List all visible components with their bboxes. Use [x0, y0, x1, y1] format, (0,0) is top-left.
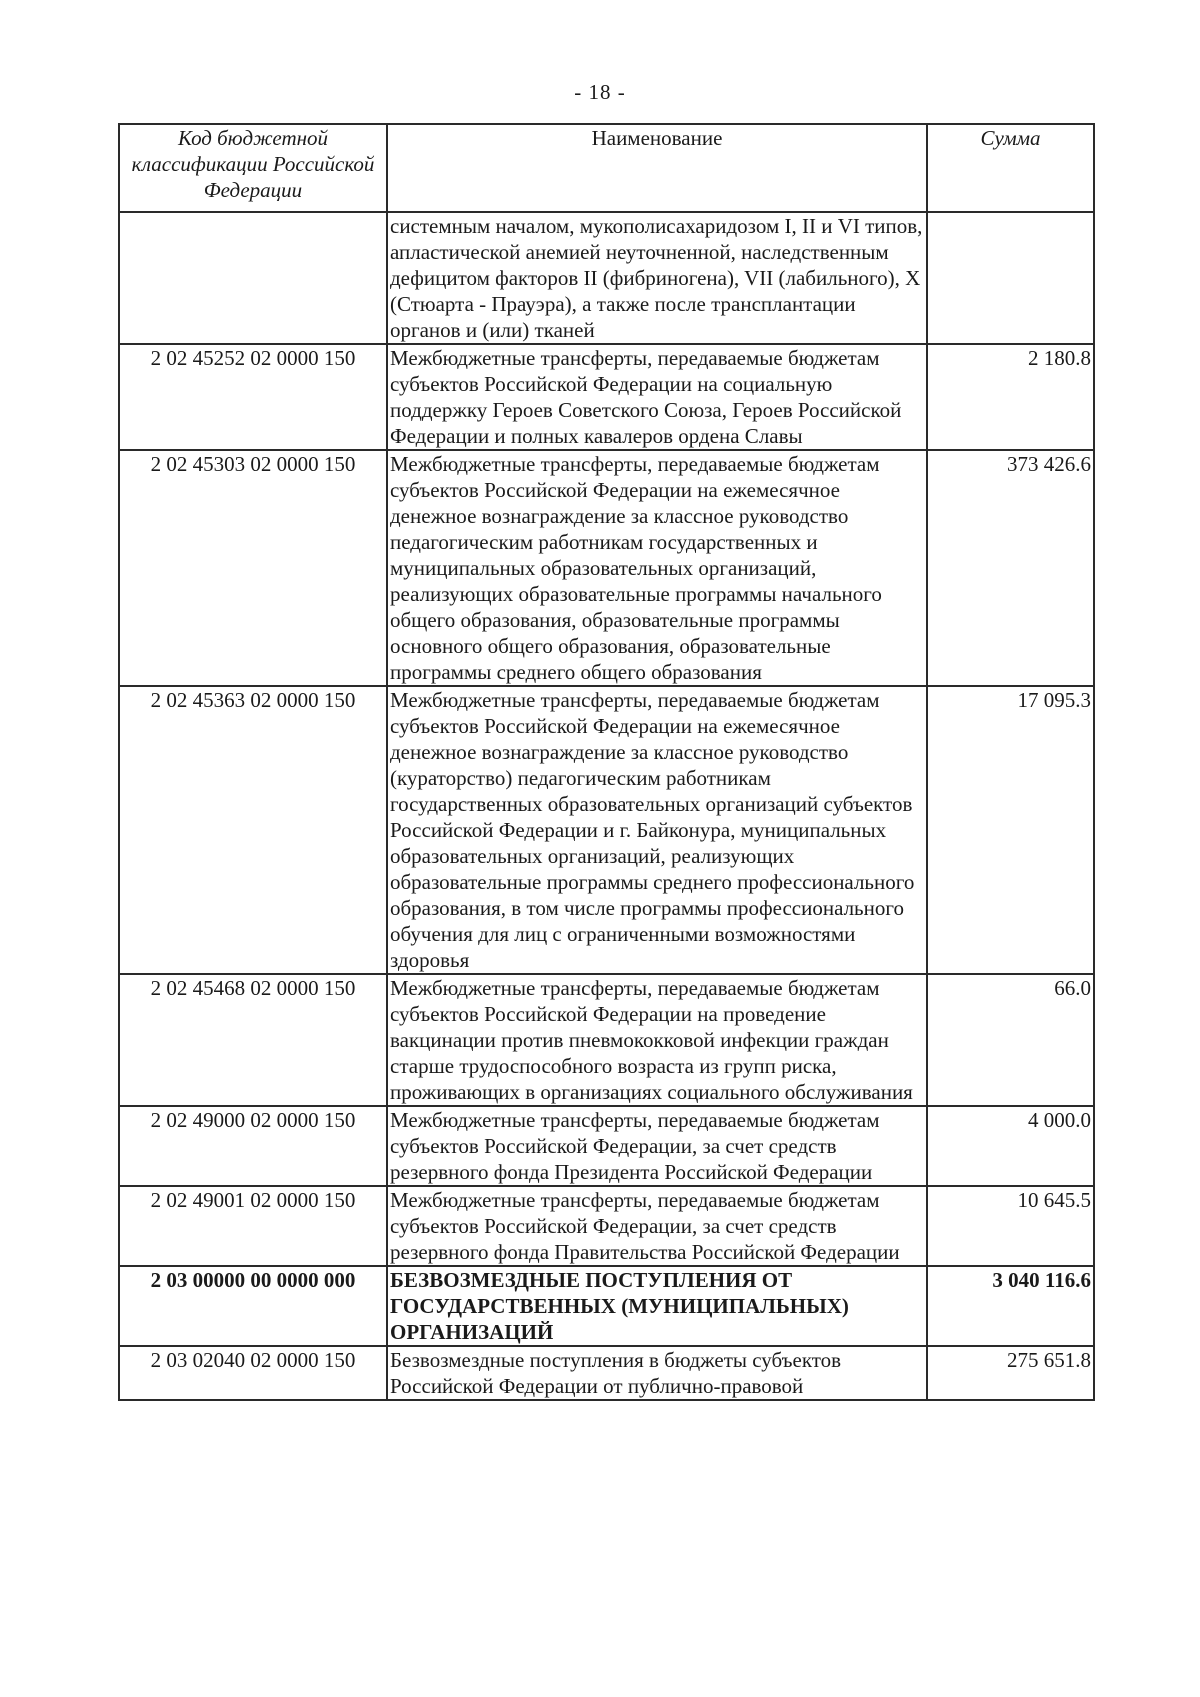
- cell-sum: 4 000.0: [927, 1106, 1094, 1186]
- table-row: [119, 1106, 1094, 1186]
- table-row: [119, 212, 1094, 344]
- cell-code: 2 03 00000 00 0000 000: [119, 1266, 387, 1346]
- cell-name: БЕЗВОЗМЕЗДНЫЕ ПОСТУПЛЕНИЯ ОТ ГОСУДАРСТВЕННЫХ (МУНИЦИПАЛЬНЫХ) ОРГАНИЗАЦИЙ: [387, 1266, 927, 1346]
- table-header-row: [119, 124, 1094, 212]
- table-row: [119, 686, 1094, 974]
- cell-sum: 275 651.8: [927, 1346, 1094, 1400]
- cell-code: 2 02 49000 02 0000 150: [119, 1106, 387, 1186]
- table-body: [119, 212, 1094, 1400]
- cell-code: 2 02 45468 02 0000 150: [119, 974, 387, 1106]
- cell-code: 2 03 02040 02 0000 150: [119, 1346, 387, 1400]
- cell-code: [119, 212, 387, 344]
- cell-name: системным началом, мукополисахаридозом I, II и VI типов, апластической анемией неуточненной, наследственным дефицитом факторов II (фибриногена), VII (лабильного), X (Стюарта - Прауэра), а также после трансплантации органов и (или) тканей: [387, 212, 927, 344]
- cell-sum: 2 180.8: [927, 344, 1094, 450]
- cell-name: Межбюджетные трансферты, передаваемые бюджетам субъектов Российской Федерации на ежемесячное денежное вознаграждение за классное руководство (кураторство) педагогическим работникам государственных образовательных организаций субъектов Российской Федерации и г. Байконура, муниципальных образовательных организаций, реализующих образовательные программы среднего профессионального образования, в том числе программы профессионального обучения для лиц с ограниченными возможностями здоровья: [387, 686, 927, 974]
- cell-code: 2 02 45363 02 0000 150: [119, 686, 387, 974]
- cell-code: 2 02 49001 02 0000 150: [119, 1186, 387, 1266]
- cell-sum: 373 426.6: [927, 450, 1094, 686]
- header-code: Код бюджетной классификации Российской Федерации: [119, 124, 387, 212]
- header-name: Наименование: [387, 124, 927, 212]
- table-row: [119, 1346, 1094, 1400]
- cell-sum: [927, 212, 1094, 344]
- cell-sum: 66.0: [927, 974, 1094, 1106]
- budget-classification-table: [118, 123, 1095, 1401]
- cell-name: Межбюджетные трансферты, передаваемые бюджетам субъектов Российской Федерации, за счет средств резервного фонда Правительства Российской Федерации: [387, 1186, 927, 1266]
- cell-sum: 3 040 116.6: [927, 1266, 1094, 1346]
- cell-sum: 17 095.3: [927, 686, 1094, 974]
- cell-name: Межбюджетные трансферты, передаваемые бюджетам субъектов Российской Федерации на проведение вакцинации против пневмококковой инфекции граждан старше трудоспособного возраста из групп риска, проживающих в организациях социального обслуживания: [387, 974, 927, 1106]
- table-row: [119, 450, 1094, 686]
- cell-name: Межбюджетные трансферты, передаваемые бюджетам субъектов Российской Федерации на ежемесячное денежное вознаграждение за классное руководство педагогическим работникам государственных и муниципальных образовательных организаций, реализующих образовательные программы начального общего образования, образовательные программы основного общего образования, образовательные программы среднего общего образования: [387, 450, 927, 686]
- cell-sum: 10 645.5: [927, 1186, 1094, 1266]
- header-sum: Сумма: [927, 124, 1094, 212]
- cell-code: 2 02 45303 02 0000 150: [119, 450, 387, 686]
- table-row: [119, 344, 1094, 450]
- table-row: [119, 1266, 1094, 1346]
- page-number: - 18 -: [574, 80, 626, 104]
- cell-name: Межбюджетные трансферты, передаваемые бюджетам субъектов Российской Федерации на социальную поддержку Героев Советского Союза, Героев Российской Федерации и полных кавалеров ордена Славы: [387, 344, 927, 450]
- cell-name: Безвозмездные поступления в бюджеты субъектов Российской Федерации от публично-правовой: [387, 1346, 927, 1400]
- cell-code: 2 02 45252 02 0000 150: [119, 344, 387, 450]
- table-row: [119, 1186, 1094, 1266]
- table-row: [119, 974, 1094, 1106]
- cell-name: Межбюджетные трансферты, передаваемые бюджетам субъектов Российской Федерации, за счет средств резервного фонда Президента Российской Федерации: [387, 1106, 927, 1186]
